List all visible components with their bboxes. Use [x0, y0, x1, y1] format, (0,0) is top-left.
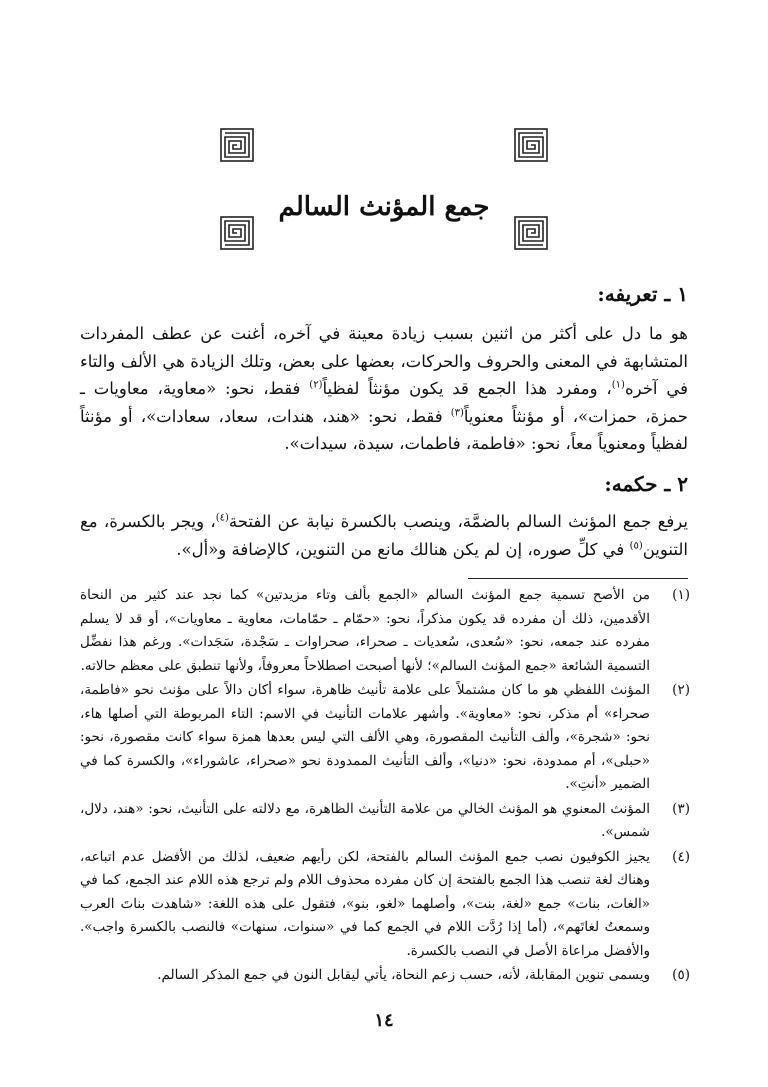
- footnote-1: [80, 584, 690, 678]
- footnote-text: ويسمى تنوين المقابلة، لأنه، حسب زعم النحاة، يأتي ليقابل النون في جمع المذكر السالم.: [157, 967, 650, 983]
- footnote-3: [80, 798, 690, 845]
- footnote-ref-4: (٤): [215, 512, 229, 524]
- footnote-number: (٥): [672, 967, 690, 983]
- footnote-ref-5: (٥): [629, 540, 643, 551]
- key-pattern-ornament-icon: [220, 128, 254, 162]
- footnote-number: (١): [672, 587, 690, 603]
- footnote-text: المؤنث المعنوي هو المؤنث الخالي من علامة التأنيث الظاهرة، مع دلالته على التأنيث، نحو: «هند، دلال، شمس».: [80, 800, 650, 840]
- footnote-text: من الأصح تسمية جمع المؤنث السالم «الجمع بألف وتاء مزيدتين» كما نجد عند كثير من النحاة الأقدمين، ذلك أن مفرده قد يكون مذكراً، نحو: «حمّام ـ حمّامات، معاوية ـ معاويات»، أو قد لا يسلم مفرده عند جمعه، نحو: «سُعدى، سُعديات ـ صحراء، صحراوات ـ سَجْدة، سَجَدات». ورغم هذا نفضِّل التسمية الشائعة «جمع المؤنث السالم»؛ لأنها أصبحت اصطلاحاً معروفاً، ولأنها تنطبق على معظم حالاته.: [80, 587, 650, 674]
- page-number: ١٤: [374, 1010, 394, 1031]
- footnote-ref-1: (١): [611, 379, 625, 391]
- definition-paragraph: [80, 320, 688, 458]
- ruling-text-1: يرفع جمع المؤنث السالم بالضمَّة، وينصب بالكسرة نيابة عن الفتحة: [228, 512, 688, 531]
- chapter-title: جمع المؤنث السالم: [278, 192, 490, 222]
- footnote-divider: [468, 578, 688, 579]
- footnote-5: [80, 964, 690, 988]
- footnote-text: يجيز الكوفيون نصب جمع المؤنث السالم بالفتحة، لكن رأيهم ضعيف، لذلك من الأفضل عدم اتباعه، وهناك لغة تنصب هذا الجمع بالفتحة إن كان مفرده محذوف اللام ولم ترجع هذه اللام عند الجمع، كما في «الغات، بنات» جمع «لغة، بنت»، وأصلهما «لغو، بنو»، فتقول على هذه اللغة: «شاهدت بناتَ العرب وسمعتُ لغاتَهم»، (أما إذا رُدَّت اللام في الجمع كما في «سنوات، سنهات» فالنصب بالكسرة واجب». والأفضل مراعاة الأصل في النصب بالكسرة.: [80, 848, 650, 959]
- ruling-text-3: في كلِّ صوره، إن لم يكن هنالك مانع من التنوين، كالإضافة و«أل».: [176, 539, 630, 559]
- corner-ornament-top-left: [220, 128, 254, 162]
- section-heading-definition: ١ ـ تعريفه:: [597, 282, 688, 306]
- definition-text-1: هو ما دل على أكثر من اثنين بسبب زيادة معينة في آخره، أغنت عن عطف المفردات المتشابهة في المعنى والحروف والحركات، بعضها على بعض، وتلك الزيادة هي الألف والتاء في آخره: [80, 324, 688, 398]
- footnote-text: المؤنث اللفظي هو ما كان مشتملاً على علامة تأنيث ظاهرة، سواء أكان دالاً على مؤنث نحو «فاطمة، صحراء» أم مذكر، نحو: «معاوية». وأشهر علامات التأنيث في الاسم: التاء المربوطة التي أصلها هاء، نحو: «شجرة»، وألف التأنيث المقصورة، وهي الألف التي ليس بعدها همزة سواء كانت مقصورة، نحو: «حبلى»، أم ممدودة، نحو: «دنيا»، وألف التأنيث الممدودة نحو «صحراء، عاشوراء»، والكسرة كما في الضمير «أنتِ».: [80, 682, 650, 792]
- footnote-number: (٢): [672, 682, 690, 698]
- ruling-text-2: ، ويجر بالكسرة، مع التنوين: [80, 512, 688, 559]
- corner-ornament-top-right: [514, 128, 548, 162]
- footnote-2: [80, 679, 690, 797]
- footnotes: [80, 584, 690, 989]
- footnote-number: (٤): [672, 848, 690, 865]
- section-heading-ruling: ٢ ـ حكمه:: [604, 472, 688, 496]
- ruling-paragraph: [80, 508, 688, 563]
- definition-text-3: فقط، نحو: «معاوية، معاويات ـ حمزة، حمزات»، أو مؤنثاً معنوياً: [80, 379, 688, 426]
- footnote-4: [80, 846, 690, 964]
- key-pattern-ornament-icon: [514, 128, 548, 162]
- definition-text-4: فقط، نحو: «هند، هندات، سعاد، سعادات»، أو مؤنثاً لفظياً ومعنوياً معاً، نحو: «فاطمة، فاطمات، سيدة، سيدات».: [80, 406, 688, 453]
- footnote-ref-3: (٣): [450, 407, 464, 418]
- footnote-number: (٣): [672, 800, 690, 817]
- definition-text-2: ، ومفرد هذا الجمع قد يكون مؤنثاً لفظياً: [322, 379, 612, 398]
- footnote-ref-2: (٢): [309, 379, 323, 391]
